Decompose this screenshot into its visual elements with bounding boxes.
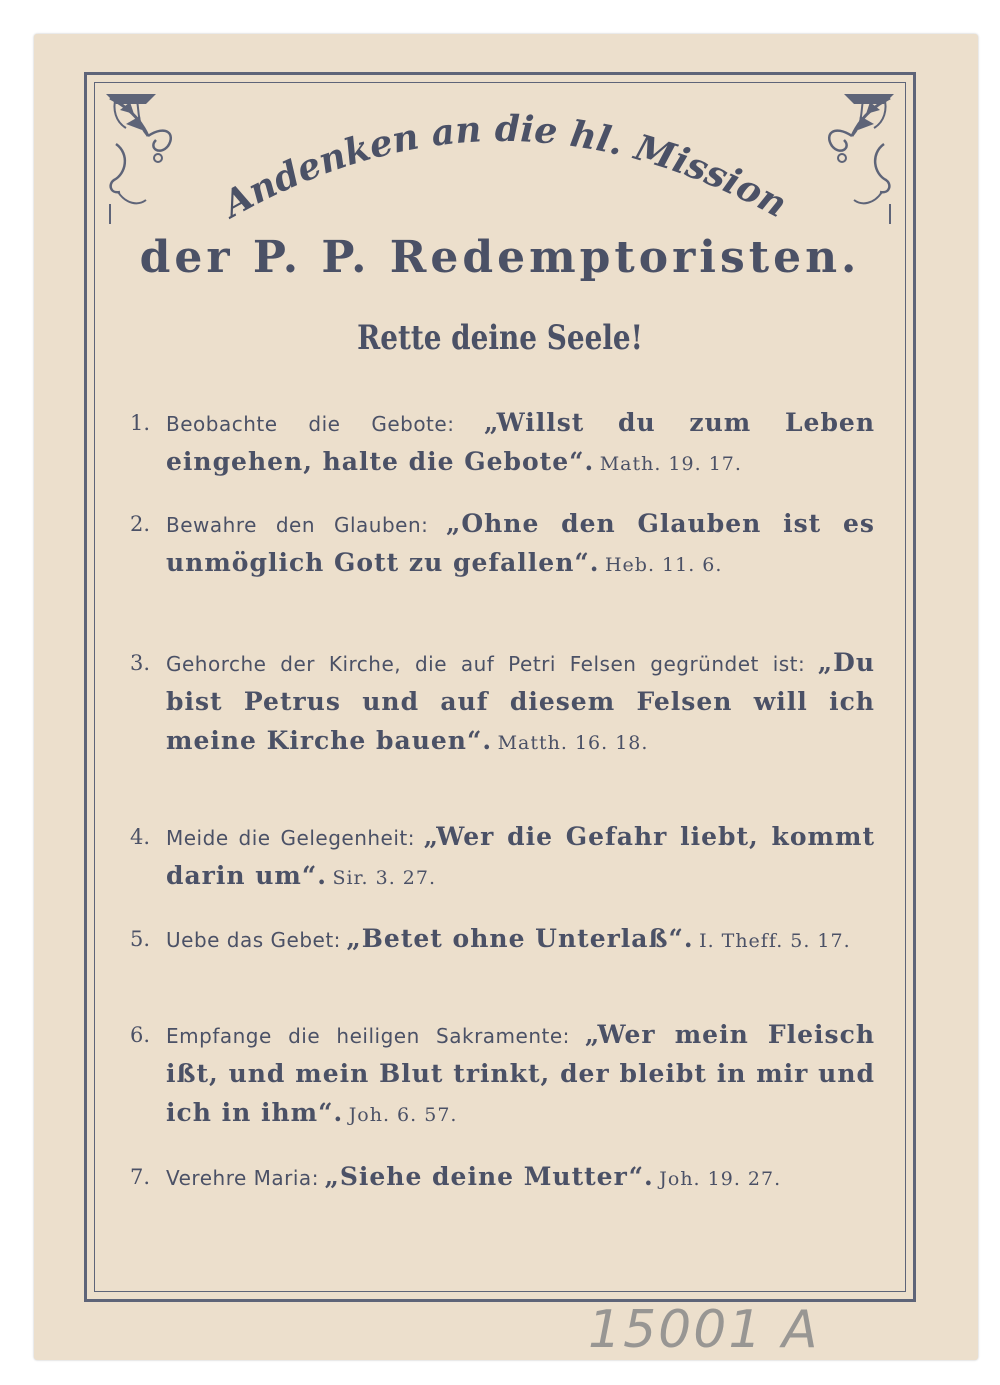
item-number: 5. xyxy=(130,927,151,951)
item-quote: „Ohne den Glauben ist es unmöglich Gott zu gefallen“. xyxy=(166,509,875,577)
pencil-archive-number: 15001 A xyxy=(588,1300,820,1360)
commandment-item xyxy=(130,920,875,960)
main-title: der P. P. Redemptoristen. xyxy=(139,232,861,283)
commandment-item xyxy=(130,404,875,483)
item-reference: Joh. 19. 27. xyxy=(659,1168,782,1190)
commandment-item xyxy=(130,505,875,584)
item-reference: Matth. 16. 18. xyxy=(497,732,649,754)
item-instruction: Meide die Gelegenheit: xyxy=(166,826,416,850)
item-quote: „Betet ohne Unterlaß“. xyxy=(346,924,694,953)
arched-title-svg xyxy=(0,0,1000,260)
item-instruction: Beobachte die Gebote: xyxy=(166,412,455,436)
commandment-item xyxy=(130,1158,875,1198)
item-reference: Math. 19. 17. xyxy=(599,453,742,475)
item-number: 2. xyxy=(130,512,151,536)
item-number: 4. xyxy=(130,825,151,849)
item-instruction: Gehorche der Kirche, die auf Petri Felsen gegründet ist: xyxy=(166,652,806,676)
commandment-item xyxy=(130,818,875,897)
item-instruction: Empfange die heiligen Sakramente: xyxy=(166,1024,570,1048)
item-number: 7. xyxy=(130,1165,151,1189)
item-number: 6. xyxy=(130,1023,151,1047)
item-number: 1. xyxy=(130,411,151,435)
item-quote: „Wer die Gefahr liebt, kommt darin um“. xyxy=(166,822,875,890)
item-instruction: Bewahre den Glauben: xyxy=(166,513,429,537)
item-quote: „Du bist Petrus und auf diesem Felsen will ich meine Kirche bauen“. xyxy=(166,648,876,755)
item-reference: Heb. 11. 6. xyxy=(604,554,723,576)
item-reference: I. Theff. 5. 17. xyxy=(699,930,851,952)
commandment-item xyxy=(130,644,875,762)
item-instruction: Uebe das Gebet: xyxy=(166,928,341,952)
item-reference: Joh. 6. 57. xyxy=(348,1104,458,1126)
item-number: 3. xyxy=(130,651,151,675)
arched-title: Andenken an die hl. Mission xyxy=(215,107,794,226)
subtitle: Rette deine Seele! xyxy=(357,318,643,358)
item-reference: Sir. 3. 27. xyxy=(332,867,437,889)
item-instruction: Verehre Maria: xyxy=(166,1166,319,1190)
commandment-item xyxy=(130,1016,875,1134)
item-quote: „Wer mein Fleisch ißt, und mein Blut trinkt, der bleibt in mir und ich in ihm“. xyxy=(166,1020,875,1127)
item-quote: „Willst du zum Leben eingehen, halte die Gebote“. xyxy=(166,408,875,476)
item-quote: „Siehe deine Mutter“. xyxy=(324,1162,654,1191)
